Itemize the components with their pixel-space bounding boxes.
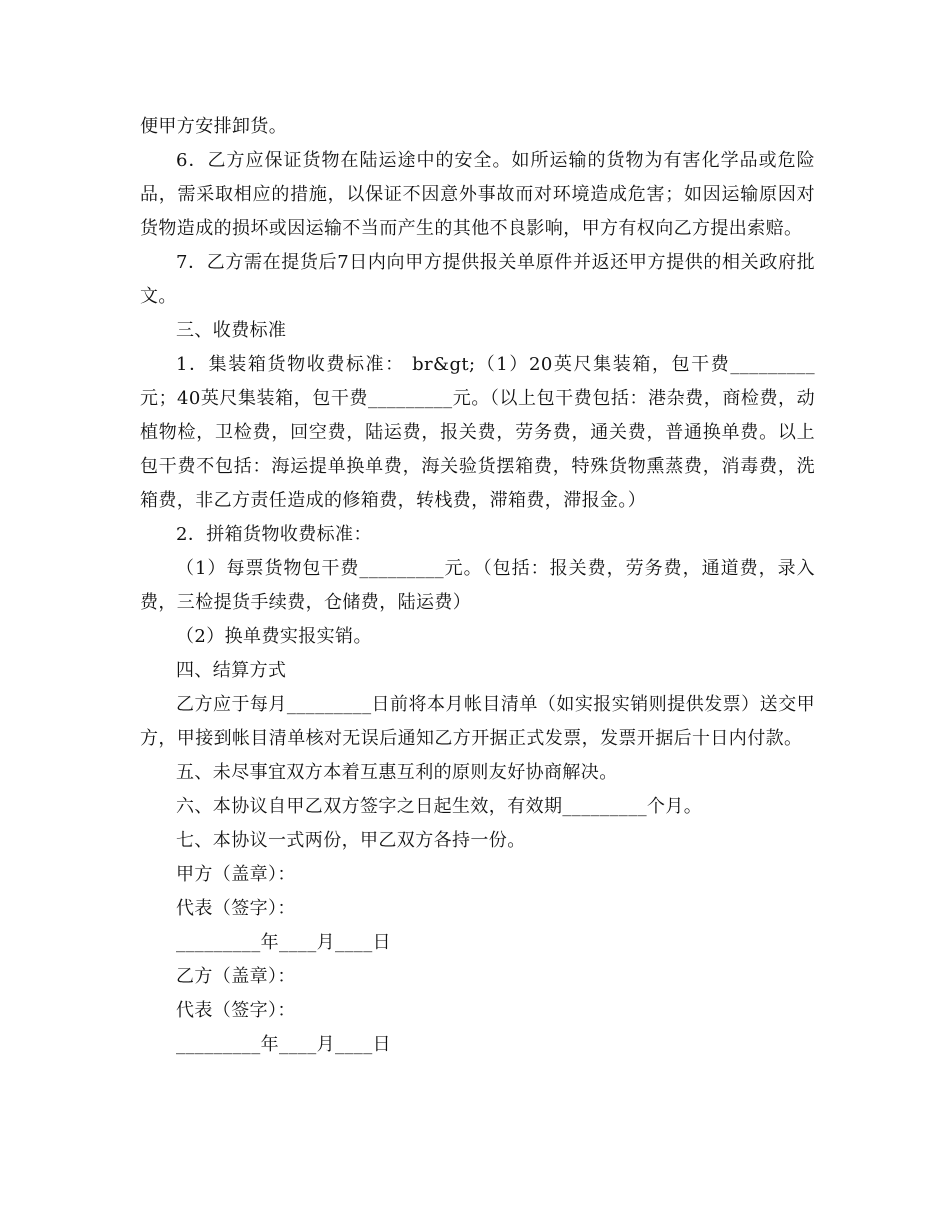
paragraph-continuation: 便甲方安排卸货。: [140, 116, 288, 137]
clause-6: 6．乙方应保证货物在陆运途中的安全。如所运输的货物为有害化学品或危险品，需采取相应的措施，以保证不因意外事故而对环境造成危害；如因运输原因对货物造成的损坏或因运输不当而产生的其他不良影响，甲方有权向乙方提出索赔。: [140, 150, 815, 239]
fee-item-lcl: 2．拼箱货物收费标准：: [176, 524, 372, 545]
fee-subitem-2: （2）换单费实报实销。: [176, 626, 372, 647]
document-body: [140, 110, 815, 1062]
party-a-date: _________年____月____日: [176, 932, 391, 953]
section-five: 五、未尽事宜双方本着互惠互利的原则友好协商解决。: [176, 762, 618, 783]
party-b-representative: 代表（签字）：: [176, 1000, 296, 1021]
section-six: 六、本协议自甲乙双方签字之日起生效，有效期_________个月。: [176, 796, 703, 817]
party-b-date: _________年____月____日: [176, 1034, 391, 1055]
section-heading-settlement: 四、结算方式: [176, 660, 287, 681]
fee-item-container: 1．集装箱货物收费标准： br&gt;（1）20英尺集装箱，包干费_________元；40英尺集装箱，包干费_________元。（以上包干费包括：港杂费，商检费，动植物检，卫检费，回空费，陆运费，报关费，劳务费，通关费，普通换单费。以上包干费不包括：海运提单换单费，海关验货摆箱费，特殊货物熏蒸费，消毒费，洗箱费，非乙方责任造成的修箱费，转栈费，滞箱费，滞报金。）: [140, 354, 815, 511]
party-a-seal: 甲方（盖章）：: [176, 864, 296, 885]
section-heading-fees: 三、收费标准: [176, 320, 287, 341]
fee-subitem-1: （1）每票货物包干费_________元。（包括：报关费，劳务费，通道费，录入费，三检提货手续费，仓储费，陆运费）: [140, 558, 815, 613]
party-a-representative: 代表（签字）：: [176, 898, 296, 919]
party-b-seal: 乙方（盖章）：: [176, 966, 296, 987]
settlement-text: 乙方应于每月_________日前将本月帐目清单（如实报实销则提供发票）送交甲方，甲接到帐目清单核对无误后通知乙方开据正式发票，发票开据后十日内付款。: [140, 694, 815, 749]
section-seven: 七、本协议一式两份，甲乙双方各持一份。: [176, 830, 526, 851]
clause-7: 7．乙方需在提货后7日内向甲方提供报关单原件并返还甲方提供的相关政府批文。: [140, 252, 815, 307]
